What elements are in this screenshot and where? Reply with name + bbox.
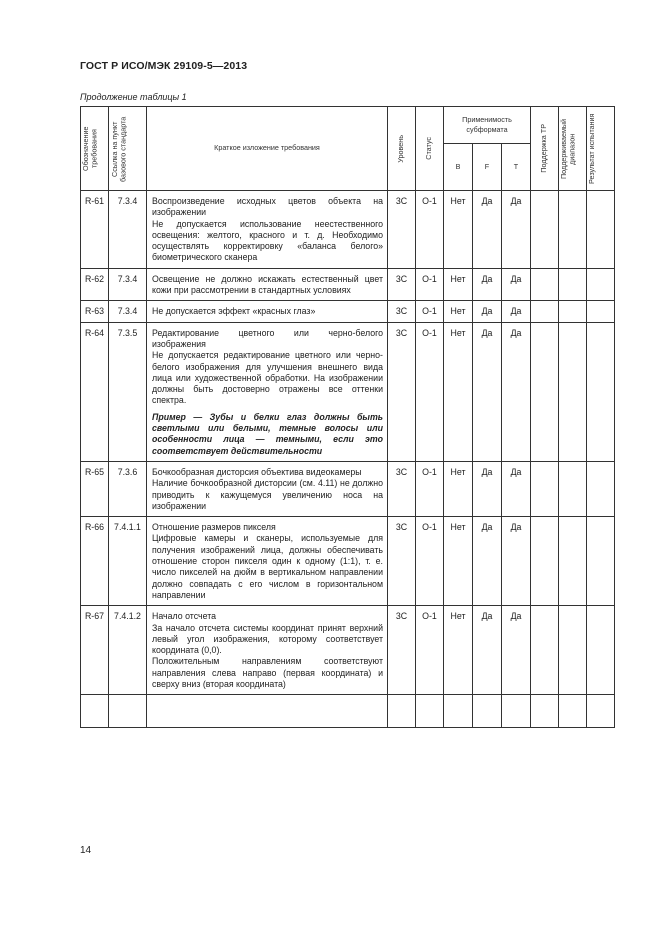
cell-test-result — [587, 606, 615, 695]
cell-b: Нет — [444, 268, 473, 301]
cell-supported-range — [559, 322, 587, 461]
cell-f: Да — [473, 191, 502, 269]
cell-status: О-1 — [416, 322, 444, 461]
summary-line: Воспроизведение исходных цветов объекта на изображении — [152, 196, 383, 218]
summary-line: За начало отсчета системы координат принят верхний левый угол изображения, которому соответствует координата (0,0). — [152, 622, 383, 656]
cell-supported-range — [559, 461, 587, 516]
col-header-level: Уровень — [388, 107, 416, 191]
cell-ref: 7.3.4 — [109, 268, 147, 301]
cell-tp-support — [531, 606, 559, 695]
col-header-test-result: Результат испытания — [587, 107, 615, 191]
cell-summary — [147, 606, 388, 695]
cell-supported-range — [559, 191, 587, 269]
cell-status: О-1 — [416, 191, 444, 269]
document-header: ГОСТ Р ИСО/МЭК 29109-5—2013 — [80, 60, 248, 72]
cell-tp-support — [531, 461, 559, 516]
cell-b: Нет — [444, 461, 473, 516]
cell-ref: 7.4.1.1 — [109, 517, 147, 606]
cell-t: Да — [502, 191, 531, 269]
cell-id: R-67 — [81, 606, 109, 695]
col-header-tp-support: Поддержка ТР — [531, 107, 559, 191]
cell-level: 3С — [388, 191, 416, 269]
cell-f: Да — [473, 268, 502, 301]
cell-status: О-1 — [416, 268, 444, 301]
summary-line: Наличие бочкообразной дисторсии (см. 4.11) не должно приводить к кажущемуся увеличению носа на изображении — [152, 478, 383, 511]
cell-level: 3С — [388, 301, 416, 322]
summary-line: Не допускается использование неестественного освещения: желтого, красного и т. д. Необходимо осуществлять корректировку «баланса белого» биометрического сканера — [152, 218, 383, 263]
cell-tp-support — [531, 517, 559, 606]
cell-ref: 7.3.4 — [109, 191, 147, 269]
col-header-ref: Ссылка на пункт базового стандарта — [109, 107, 147, 191]
cell-t: Да — [502, 301, 531, 322]
summary-line: Положительным направлениям соответствуют направления слева направо (первая координата) и сверху вниз (вторая координата) — [152, 656, 383, 689]
cell-b: Нет — [444, 322, 473, 461]
summary-line: Не допускается эффект «красных глаз» — [152, 306, 316, 317]
col-header-supported-range: Поддерживаемый диапазон — [559, 107, 587, 191]
empty-cell — [587, 695, 615, 728]
cell-test-result — [587, 301, 615, 322]
cell-t: Да — [502, 606, 531, 695]
table-caption: Продолжение таблицы 1 — [80, 92, 187, 102]
cell-id: R-63 — [81, 301, 109, 322]
cell-level: 3С — [388, 606, 416, 695]
table-row — [81, 517, 615, 606]
cell-test-result — [587, 268, 615, 301]
cell-id: R-66 — [81, 517, 109, 606]
table-row — [81, 268, 615, 301]
summary-line: Цифровые камеры и сканеры, используемые для получения изображений лица, должны обеспечивать отношение сторон пикселя один к одному (1:1), т. е. число пикселей на дюйм в вертикальном направлении должно совпадать с его числом в горизонтальном направлении — [152, 533, 383, 600]
cell-summary — [147, 322, 388, 461]
cell-summary — [147, 301, 388, 322]
cell-test-result — [587, 191, 615, 269]
table-row — [81, 191, 615, 269]
cell-f: Да — [473, 606, 502, 695]
empty-cell — [559, 695, 587, 728]
cell-status: О-1 — [416, 461, 444, 516]
empty-cell — [502, 695, 531, 728]
cell-b: Нет — [444, 517, 473, 606]
summary-line: Отношение размеров пикселя — [152, 522, 276, 533]
cell-t: Да — [502, 268, 531, 301]
col-header-b: B — [444, 144, 473, 191]
cell-status: О-1 — [416, 606, 444, 695]
cell-ref: 7.3.6 — [109, 461, 147, 516]
cell-test-result — [587, 517, 615, 606]
cell-b: Нет — [444, 606, 473, 695]
cell-summary — [147, 517, 388, 606]
summary-line: Освещение не должно искажать естественный цвет кожи при рассмотрении в стандартных условиях — [152, 273, 383, 296]
summary-line: Редактирование цветного или черно-белого изображения — [152, 327, 383, 349]
cell-status: О-1 — [416, 301, 444, 322]
cell-tp-support — [531, 268, 559, 301]
empty-cell — [416, 695, 444, 728]
empty-cell — [531, 695, 559, 728]
requirements-table — [80, 106, 615, 728]
table-row — [81, 301, 615, 322]
cell-supported-range — [559, 301, 587, 322]
empty-cell — [473, 695, 502, 728]
cell-test-result — [587, 322, 615, 461]
cell-ref: 7.3.5 — [109, 322, 147, 461]
cell-summary — [147, 268, 388, 301]
cell-id: R-62 — [81, 268, 109, 301]
empty-cell — [81, 695, 109, 728]
col-header-f: F — [473, 144, 502, 191]
summary-example: Пример — Зубы и белки глаз должны быть светлыми или белыми, темные волосы или особенности лица — темными, если это соответствует действительности — [152, 411, 383, 456]
col-header-summary: Краткое изложение требования — [147, 107, 388, 191]
cell-level: 3С — [388, 517, 416, 606]
table-row — [81, 461, 615, 516]
col-header-status: Статус — [416, 107, 444, 191]
col-header-applicability: Применимость субформата — [444, 107, 531, 144]
cell-level: 3С — [388, 461, 416, 516]
empty-cell — [444, 695, 473, 728]
cell-b: Нет — [444, 301, 473, 322]
empty-cell — [109, 695, 147, 728]
cell-t: Да — [502, 517, 531, 606]
cell-ref: 7.3.4 — [109, 301, 147, 322]
cell-supported-range — [559, 517, 587, 606]
cell-id: R-64 — [81, 322, 109, 461]
cell-t: Да — [502, 461, 531, 516]
cell-supported-range — [559, 606, 587, 695]
col-header-id: Обозначение требования — [81, 107, 109, 191]
cell-tp-support — [531, 301, 559, 322]
cell-id: R-61 — [81, 191, 109, 269]
cell-test-result — [587, 461, 615, 516]
page-number: 14 — [80, 845, 92, 856]
table-row — [81, 606, 615, 695]
empty-cell — [388, 695, 416, 728]
cell-f: Да — [473, 301, 502, 322]
cell-b: Нет — [444, 191, 473, 269]
cell-summary — [147, 461, 388, 516]
cell-t: Да — [502, 322, 531, 461]
summary-line: Начало отсчета — [152, 611, 217, 622]
cell-tp-support — [531, 322, 559, 461]
cell-level: 3С — [388, 268, 416, 301]
cell-tp-support — [531, 191, 559, 269]
cell-ref: 7.4.1.2 — [109, 606, 147, 695]
cell-id: R-65 — [81, 461, 109, 516]
cell-f: Да — [473, 461, 502, 516]
cell-summary — [147, 191, 388, 269]
col-header-t: T — [502, 144, 531, 191]
cell-supported-range — [559, 268, 587, 301]
table-row — [81, 322, 615, 461]
cell-level: 3С — [388, 322, 416, 461]
cell-f: Да — [473, 322, 502, 461]
table-continuation-space — [81, 695, 615, 728]
summary-line: Не допускается редактирование цветного или черно-белого изображения для улучшения внешнего вида лица или художественной обработки. На изображении должны быть достоверно отражены все оттенки спектра. — [152, 350, 383, 406]
summary-line: Бочкообразная дисторсия объектива видеокамеры — [152, 466, 362, 477]
cell-status: О-1 — [416, 517, 444, 606]
cell-f: Да — [473, 517, 502, 606]
empty-cell — [147, 695, 388, 728]
